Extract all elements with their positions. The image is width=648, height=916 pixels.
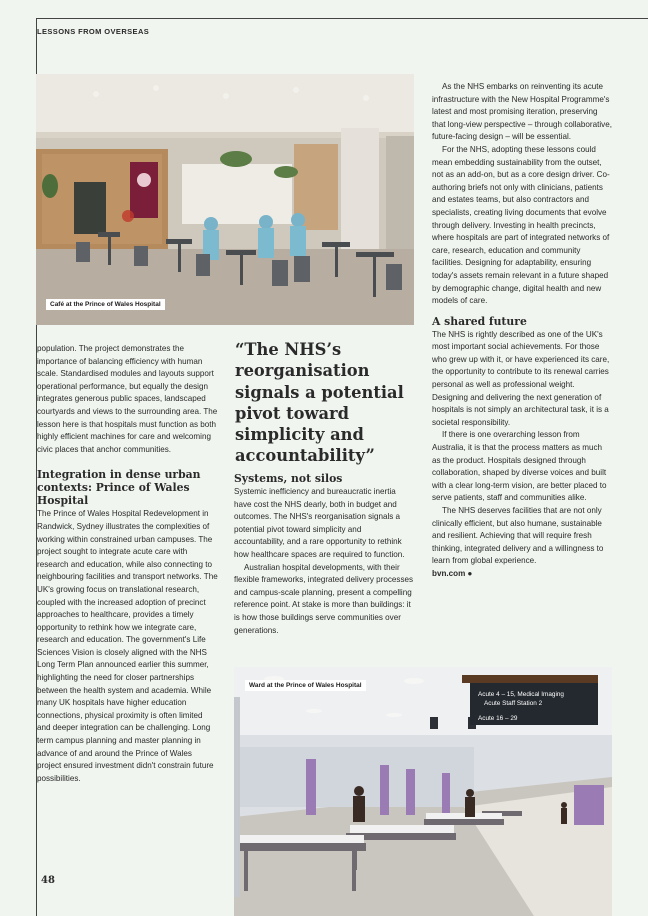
end-mark-icon: ● [467,568,473,578]
col1-intro: population. The project demonstrates the importance of balancing efficiency with human scale. Standardised modules and layouts support operational performance, but equally the design integrates generous public spaces, landscaped courtyards and views to the surrounding area. The lesson here is that hospitals must function as both highly efficient machines for care and welcoming civic places that anchor communities. [37,344,218,454]
signoff [432,568,612,581]
ward-photo [234,667,612,916]
ward-illustration [234,667,612,916]
ward-sign-line1: Acute 4 – 15, Medical Imaging [478,691,564,698]
col2-p1: Systemic inefficiency and bureaucratic inertia have cost the NHS dearly, both in budget and outcomes. The NHS's reorganisation signals a potential pivot toward simplicity and accountability, and a rare opportunity to rethink how healthcare spaces are required to function. [234,487,405,559]
section-label: LESSONS FROM OVERSEAS [37,27,150,36]
cafe-caption: Café at the Prince of Wales Hospital [46,299,165,310]
col3-p3: The NHS is rightly described as one of the UK's most important social achievements. For those who grew up with it, or have experienced its care, the opportunity to contribute to its renewal carries personal as well as professional weight. Designing and delivering the next generation of hospitals is not simply an architectural task, it is a societal responsibility. [432,329,610,427]
col1-body: The Prince of Wales Hospital Redevelopment in Randwick, Sydney illustrates the complexities of working within constrained urban campuses. The project sought to integrate acute care with research and education, while also connecting to neighbouring facilities and transport networks. The UK's growing focus on translational research, coupled with the increased adoption of precinct approaches to healthcare, provides a timely opportunity to rethink how we integrate care, research and education. The government's Life Sciences Vision is closely aligned with the NHS Long Term Plan announced earlier this summer, highlighting the need for closer partnerships between the health system and academia. While many UK hospitals have higher education connections, physical proximity is often limited and deeper integration can be challenging. Long term campus planning and master planning in advance of and around the Prince of Wales project ensured investment didn't constrain future possibilities. [37,509,218,783]
ward-sign-line2: Acute Staff Station 2 [484,700,543,707]
cafe-illustration [36,74,414,325]
ward-caption: Ward at the Prince of Wales Hospital [245,680,366,691]
col2-heading: Systems, not silos [234,472,343,485]
page-number: 48 [41,875,55,886]
pull-quote: “The NHS’s reorganisation signals a potential pivot toward simplicity and accountability” [235,340,404,466]
col3-p1: As the NHS embarks on reinventing its acute infrastructure with the New Hospital Programme's latest and most promising iteration, preserving that long-view perspective – through collaborative, future-facing design – will be essential. [432,82,612,142]
col2-p2: Australian hospital developments, with their flexible frameworks, integrated delivery processes and campus-scale planning, present a compelling reference point. At stake is more than buildings: it is how those buildings serve communities over generations. [234,562,414,635]
col1-heading: Integration in dense urban contexts: Prince of Wales Hospital [37,468,201,508]
ward-sign-line3: Acute 16 – 29 [478,715,518,722]
column-1 [37,343,218,785]
column-2 [234,472,414,637]
col3-heading: A shared future [432,314,527,328]
column-3 [432,81,612,581]
top-rule [36,18,648,19]
col3-p5: The NHS deserves facilities that are not only clinically efficient, but also humane, sustainable and resilient. Achieving that will require fresh thinking, integrated delivery and a willingness to learn from global experience. [432,506,604,566]
signoff-link[interactable]: bvn.com [432,568,466,578]
col3-p4: If there is one overarching lesson from Australia, it is that the process matters as much as the product. Hospitals designed through collaboration, shaped by diverse voices and built with a clear long-term vision, are better placed to serve patients, staff and communities alike. [432,430,607,503]
col3-p2: For the NHS, adopting these lessons could mean embedding sustainability from the outset, not as an add-on, but as a core design driver. Co-authoring briefs not only with clinicians, patients and estates teams, but also contractors and specialists, creating living documents that evolve through delivery. Investing in health precincts, where hospitals are part of integrated networks of care, research, education and community facilities. Designing for adaptability, ensuring today's assets remain relevant in a future shaped by demographic change, digital health and new models of care. [432,144,610,306]
cafe-photo [36,74,414,325]
